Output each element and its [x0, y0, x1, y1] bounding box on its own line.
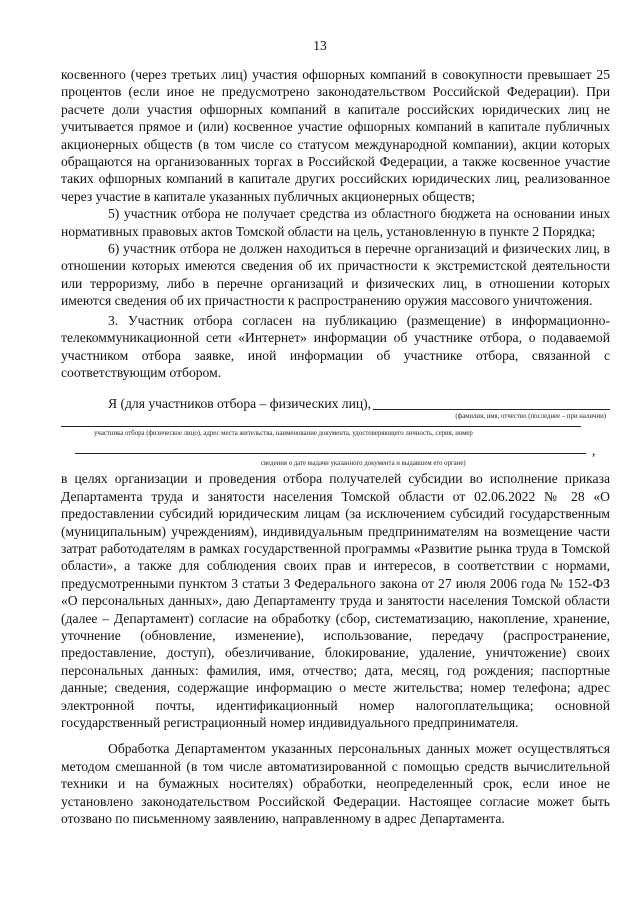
paragraph-item-5: 5) участник отбора не получает средства из областного бюджета на основании иных нормативных правовых актов Томской области на цель, установленную в пункте 2 Порядка;	[61, 206, 610, 239]
line-comma: ,	[592, 443, 596, 459]
paragraph-consent: в целях организации и проведения отбора получателей субсидии во исполнение приказа Департамента труда и занятости населения Томской области от 02.06.2022 № 28 «О предоставлении субсидий юридическим лицам (за исключением субсидий государственным (муниципальным) учреждениям), индивидуальным предпринимателям на возмещение части затрат работодателям в рамках государственной программы «Развитие рынка труда в Томской области», а также для соблюдения своих прав и интересов, в соответствии с нормами, предусмотренными пунктом 3 статьи 3 Федерального закона от 27 июля 2006 года № 152-ФЗ «О персональных данных», даю Департаменту труда и занятости населения Томской области (далее – Департамент) согласие на обработку (сбор, систематизацию, накопление, хранение, уточнение (обновление, изменение), использование, передачу (распространение, предоставление, доступ), обезличивание, блокирование, удаление, уничтожение) своих персональных данных: фамилия, имя, отчество; дата, месяц, год рождения; паспортные данные; сведения, содержащие информацию о месте жительства; номер телефона; адрес электронной почты, идентификационный номер налогоплательщика; основной государственный регистрационный номер индивидуального предпринимателя.	[61, 471, 610, 730]
issue-fill-line[interactable]	[75, 453, 586, 454]
signature-label: Я (для участников отбора – физических лиц),	[108, 396, 372, 412]
document-body	[61, 66, 610, 827]
details-fill-line[interactable]	[61, 426, 581, 427]
paragraph-processing: Обработка Департаментом указанных персональных данных может осуществляться методом смешанной (в том числе автоматизированной с помощью средств вычислительной техники и на бумажных носителях) обработки, неопределенный срок, если иное не установлено законодательством Российской Федерации. Настоящее согласие может быть отозвано по письменному заявлению, направленному в адрес Департамента.	[61, 741, 610, 827]
name-fill-line[interactable]	[373, 409, 610, 410]
details-caption: участника отбора (физическое лицо), адрес места жительства, наименование документа, удостоверяющего личность, серия, номер	[94, 430, 473, 438]
paragraph-item-6: 6) участник отбора не должен находиться в перечне организаций и физических лиц, в отношении которых имеются сведения об их причастности к экстремистской деятельности или терроризму, либо в перечне организаций и физических лиц, в отношении которых имеются сведения об их причастности к распространению оружия массового уничтожения.	[61, 241, 610, 309]
name-caption: (фамилия, имя, отчество (последнее – при наличии)	[455, 413, 606, 421]
name-caption-row	[61, 413, 610, 422]
page-number: 13	[313, 38, 327, 53]
issue-fill-row	[61, 443, 610, 459]
issue-caption: сведения о дате выдачи указанного документа и выдавшем его органе)	[261, 460, 466, 468]
paragraph-section-3: 3. Участник отбора согласен на публикацию (размещение) в информационно-телекоммуникационной сети «Интернет» информации об участнике отбора, о подаваемой участником отбора заявке, иной информации об участнике отбора, связанной с соответствующим отбором.	[61, 312, 610, 380]
signature-name-row	[61, 395, 610, 413]
paragraph-offshore-participation: косвенного (через третьих лиц) участия офшорных компаний в совокупности превышает 25 процентов (если иное не предусмотрено законодательством Российской Федерации). При расчете доли участия офшорных компаний в капитале российских юридических лиц не учитывается прямое и (или) косвенное участие офшорных компаний в капитале публичных акционерных обществ (в том числе со статусом международной компании), акции которых обращаются на организованных торгах в Российской Федерации, а также косвенное участие таких офшорных компаний в капитале других российских юридических лиц, реализованное через участие в капитале указанных публичных акционерных обществ;	[61, 67, 610, 204]
